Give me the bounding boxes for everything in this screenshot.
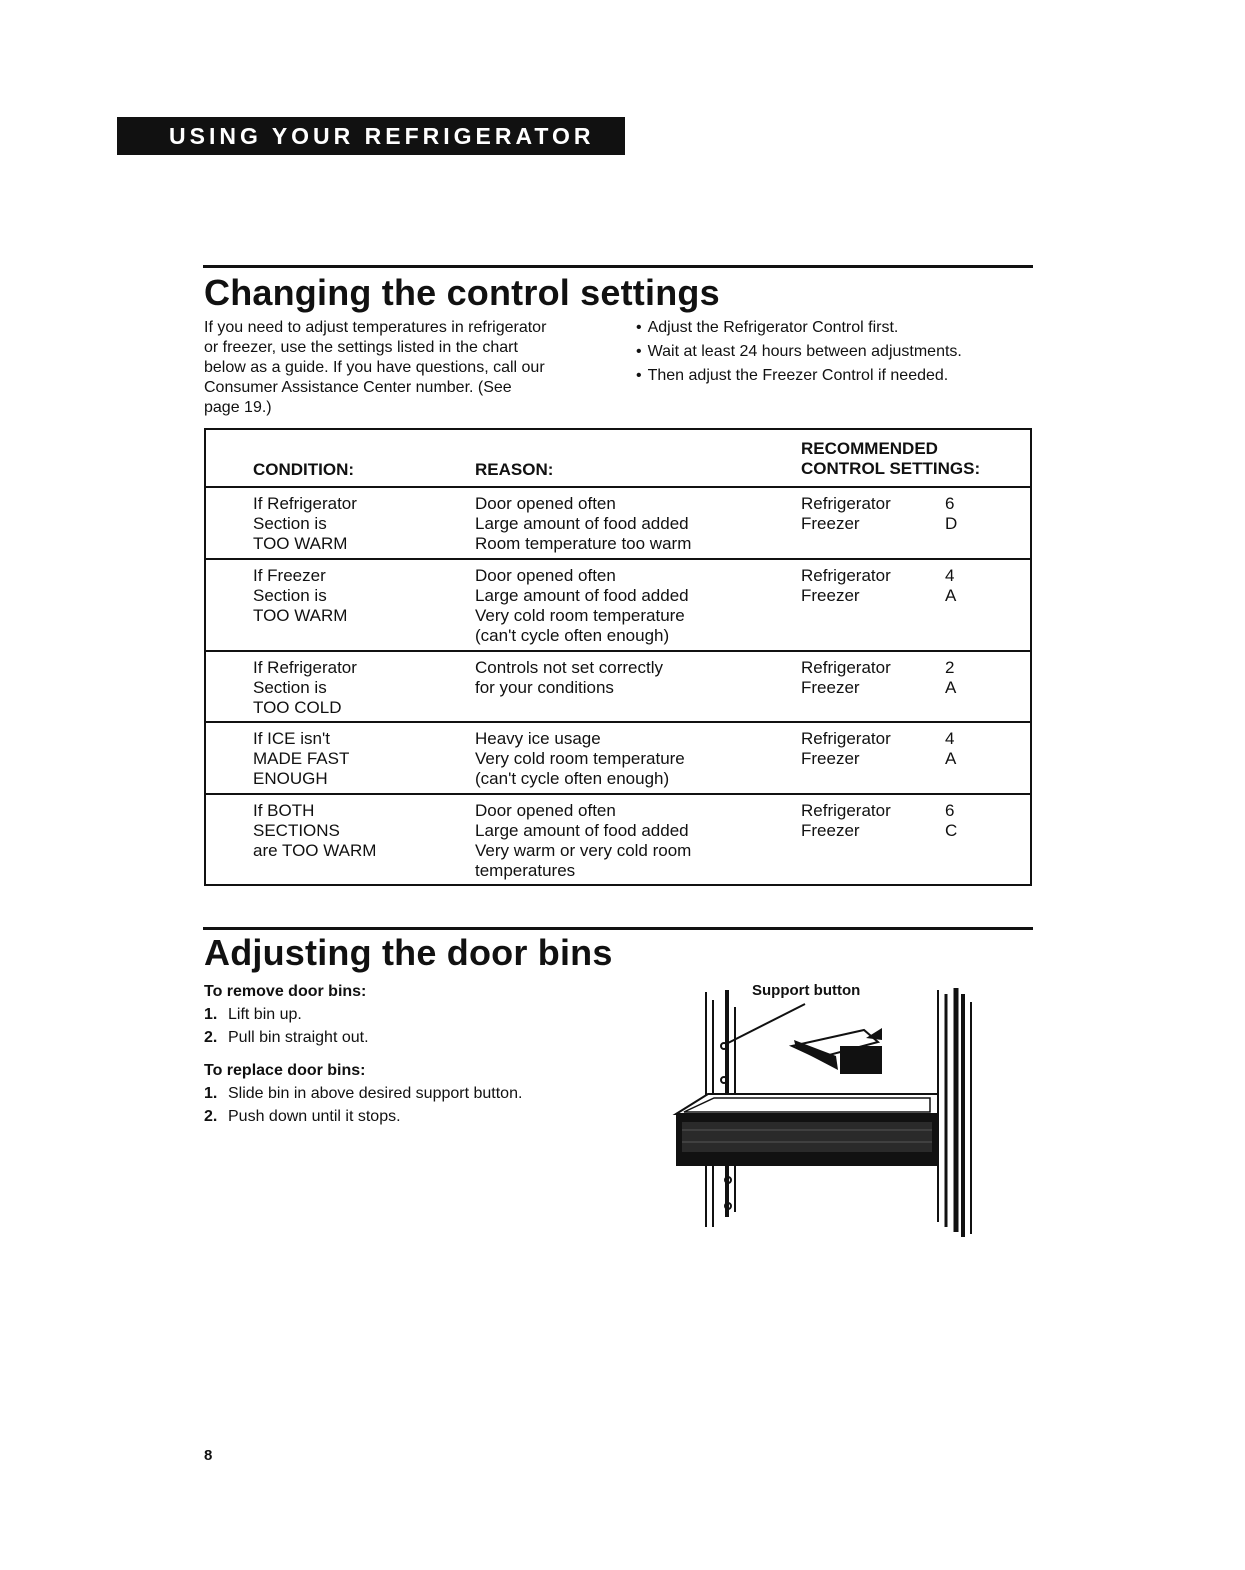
header-reason: REASON: — [475, 460, 554, 479]
section-banner: USING YOUR REFRIGERATOR — [117, 117, 625, 155]
values-cell — [945, 494, 985, 534]
cell-line: If ICE isn't — [253, 729, 330, 748]
header-settings-line: RECOMMENDED — [801, 439, 938, 458]
page-number: 8 — [204, 1447, 213, 1464]
cell-line: Section is — [253, 586, 327, 605]
step-number: 1. — [204, 1085, 218, 1102]
replace-instructions — [204, 1059, 522, 1128]
intro-line: page 19.) — [204, 399, 272, 416]
values-cell — [945, 729, 985, 769]
cell-line: If Refrigerator — [253, 494, 357, 513]
cell-line: Refrigerator — [801, 801, 891, 820]
intro-paragraph — [204, 318, 604, 418]
cell-line: Very cold room temperature — [475, 749, 685, 768]
cell-line: 4 — [945, 729, 955, 748]
condition-cell — [253, 494, 453, 554]
tips-list — [636, 316, 962, 388]
cell-line: are TOO WARM — [253, 841, 377, 860]
door-bin-illustration — [668, 982, 990, 1240]
cell-line: TOO WARM — [253, 534, 348, 553]
table-row — [206, 723, 1030, 795]
step-item — [204, 1105, 522, 1128]
cell-line: temperatures — [475, 861, 576, 880]
cell-line: If Refrigerator — [253, 658, 357, 677]
step-text: Slide bin in above desired support button. — [228, 1085, 523, 1102]
condition-cell — [253, 801, 453, 861]
tip-item: • Then adjust the Freezer Control if needed. — [636, 364, 962, 388]
cell-line: A — [945, 586, 957, 605]
cell-line: 6 — [945, 494, 955, 513]
cell-line: Large amount of food added — [475, 821, 689, 840]
cell-line: Room temperature too warm — [475, 534, 692, 553]
cell-line: Refrigerator — [801, 658, 891, 677]
cell-line: Freezer — [801, 586, 860, 605]
cell-line: (can't cycle often enough) — [475, 626, 670, 645]
cell-line: If BOTH — [253, 801, 315, 820]
cell-line: Very cold room temperature — [475, 606, 685, 625]
cell-line: A — [945, 749, 957, 768]
cell-line: C — [945, 821, 958, 840]
intro-line: If you need to adjust temperatures in refrigerator — [204, 319, 547, 336]
cell-line: Large amount of food added — [475, 514, 689, 533]
reason-cell — [475, 658, 775, 698]
table-row — [206, 488, 1030, 560]
step-item — [204, 1026, 369, 1049]
table-row — [206, 560, 1030, 652]
reason-cell — [475, 566, 775, 646]
cell-line: SECTIONS — [253, 821, 340, 840]
page-title: Changing the control settings — [204, 272, 720, 313]
values-cell — [945, 801, 985, 841]
cell-line: Very warm or very cold room — [475, 841, 692, 860]
cell-line: Refrigerator — [801, 566, 891, 585]
cell-line: 6 — [945, 801, 955, 820]
cell-line: Door opened often — [475, 494, 616, 513]
table-header — [206, 430, 1030, 488]
reason-cell — [475, 729, 775, 789]
reason-cell — [475, 801, 775, 881]
reason-cell — [475, 494, 775, 554]
cell-line: Refrigerator — [801, 494, 891, 513]
tip-item: • Adjust the Refrigerator Control first. — [636, 316, 962, 340]
step-text: Lift bin up. — [228, 1006, 302, 1023]
cell-line: Section is — [253, 514, 327, 533]
values-cell — [945, 658, 985, 698]
table-row — [206, 652, 1030, 723]
cell-line: MADE FAST — [253, 749, 350, 768]
cell-line: Door opened often — [475, 566, 616, 585]
section-title: Adjusting the door bins — [204, 932, 613, 973]
step-text: Pull bin straight out. — [228, 1029, 369, 1046]
intro-line: below as a guide. If you have questions, call our — [204, 359, 545, 376]
condition-cell — [253, 729, 453, 789]
step-item — [204, 1003, 369, 1026]
cell-line: for your conditions — [475, 678, 614, 697]
replace-heading: To replace door bins: — [204, 1062, 366, 1079]
cell-line: A — [945, 678, 957, 697]
step-item — [204, 1082, 522, 1105]
section-rule — [203, 265, 1033, 268]
condition-cell — [253, 658, 453, 718]
header-condition: CONDITION: — [253, 460, 355, 479]
cell-line: Section is — [253, 678, 327, 697]
condition-cell — [253, 566, 453, 626]
step-number: 2. — [204, 1108, 218, 1125]
intro-line: Consumer Assistance Center number. (See — [204, 379, 512, 396]
cell-line: ENOUGH — [253, 769, 328, 788]
cell-line: TOO WARM — [253, 606, 348, 625]
cell-line: If Freezer — [253, 566, 326, 585]
step-number: 2. — [204, 1029, 218, 1046]
cell-line: Freezer — [801, 678, 860, 697]
cell-line: 2 — [945, 658, 955, 677]
cell-line: Controls not set correctly — [475, 658, 664, 677]
remove-heading: To remove door bins: — [204, 983, 367, 1000]
cell-line: Freezer — [801, 514, 860, 533]
cell-line: Heavy ice usage — [475, 729, 601, 748]
remove-instructions — [204, 980, 369, 1049]
cell-line: Refrigerator — [801, 729, 891, 748]
cell-line: 4 — [945, 566, 955, 585]
step-number: 1. — [204, 1006, 218, 1023]
header-settings-line: CONTROL SETTINGS: — [801, 459, 981, 478]
tip-item: • Wait at least 24 hours between adjustments. — [636, 340, 962, 364]
cell-line: D — [945, 514, 958, 533]
intro-line: or freezer, use the settings listed in the chart — [204, 339, 518, 356]
control-settings-table — [204, 428, 1032, 886]
cell-line: Door opened often — [475, 801, 616, 820]
header-settings — [801, 439, 980, 479]
table-row — [206, 795, 1030, 886]
values-cell — [945, 566, 985, 606]
cell-line: TOO COLD — [253, 698, 342, 717]
cell-line: Freezer — [801, 821, 860, 840]
support-button-label: Support button — [752, 982, 861, 999]
step-text: Push down until it stops. — [228, 1108, 401, 1125]
cell-line: Large amount of food added — [475, 586, 689, 605]
cell-line: Freezer — [801, 749, 860, 768]
cell-line: (can't cycle often enough) — [475, 769, 670, 788]
section-rule — [203, 927, 1033, 930]
